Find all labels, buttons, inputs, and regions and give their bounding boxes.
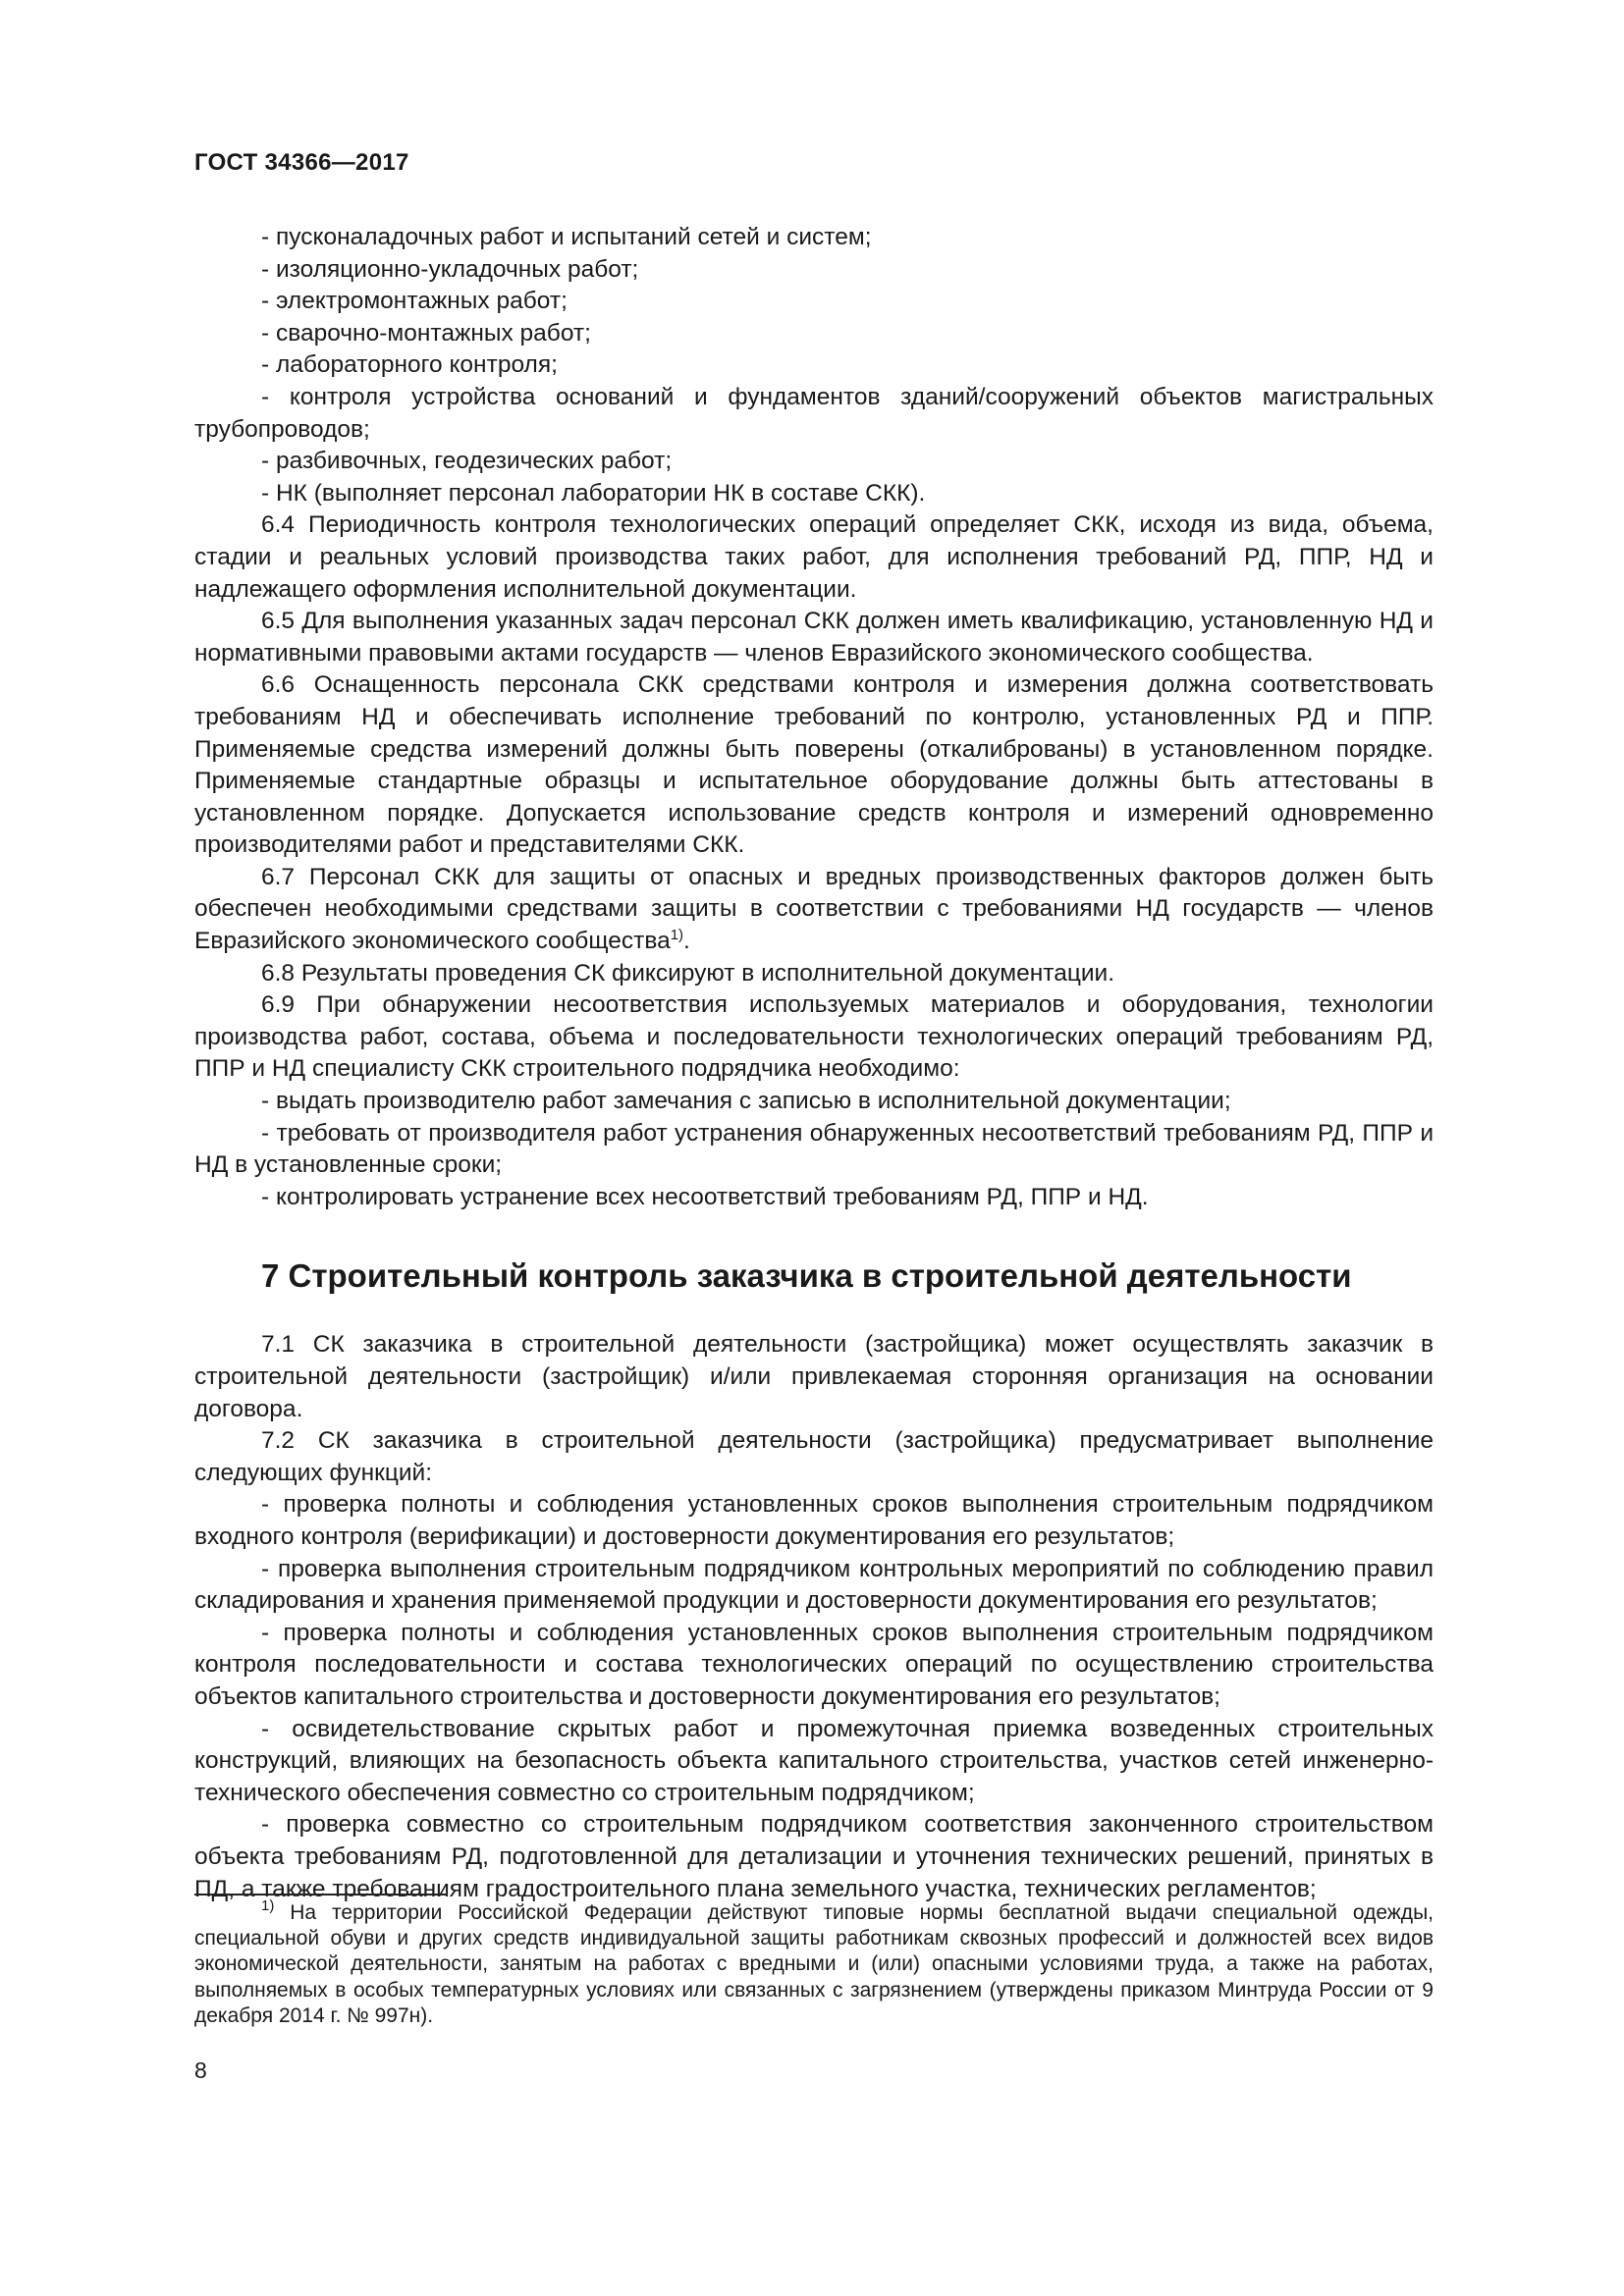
footnote-reference: 1) xyxy=(670,927,684,944)
footnote-text: На территории Российской Федерации действуют типовые нормы бесплатной выдачи специальной одежды, специальной обуви и других средств индивидуальной защиты работникам сквозных профессий и должностей всех видов экономической деятельности, занятым на работах с вредными и (или) опасными условиями труда, а также на работах, выполняемых в особых температурных условиях или связанных с загрязнением (утверждены приказом Минтруда России от 9 декабря 2014 г. № 997н). xyxy=(194,1901,1434,2027)
list-item: - изоляционно-укладочных работ; xyxy=(261,255,639,283)
list-item: - проверка выполнения строительным подрядчиком контрольных мероприятий по соблюдению правил складирования и хранения применяемой продукции и достоверности документирования его результатов; xyxy=(194,1555,1434,1615)
footnote-mark: 1) xyxy=(261,1897,275,1914)
footnote-1 xyxy=(194,1897,1434,2029)
clause-6-8: 6.8 Результаты проведения СК фиксируют в исполнительной документации. xyxy=(261,959,1115,987)
clause-7-2: 7.2 СК заказчика в строительной деятельности (застройщика) предусматривает выполнение следующих функций: xyxy=(194,1427,1434,1486)
list-item: - требовать от производителя работ устранения обнаруженных несоответствий требованиям РД, ППР и НД в установленные сроки; xyxy=(194,1119,1434,1179)
clause-6-7-text: 6.7 Персонал СКК для защиты от опасных и вредных производственных факторов должен быть обеспечен необходимыми средствами защиты в соответствии с требованиями НД государств — членов Евразийского экономического сообщества xyxy=(194,863,1434,955)
list-item: - сварочно-монтажных работ; xyxy=(261,319,591,347)
clause-6-4: 6.4 Периодичность контроля технологических операций определяет СКК, исходя из вида, объема, стадии и реальных условий производства таких работ, для исполнения требований РД, ППР, НД и надлежащего оформления исполнительной документации. xyxy=(194,511,1434,603)
document-body xyxy=(194,222,1434,1905)
list-item: - проверка совместно со строительным подрядчиком соответствия законченного строительством объекта требованиям РД, подготовленной для детализации и уточнения технических решений, принятых в ПД, а также требованиям градостроительного плана земельного участка, технических регламентов; xyxy=(194,1811,1434,1902)
list-item: - выдать производителю работ замечания с записью в исполнительной документации; xyxy=(261,1088,1231,1115)
page-number: 8 xyxy=(194,2057,207,2083)
section-7-heading: 7 Строительный контроль заказчика в строительной деятельности xyxy=(261,1257,1352,1295)
clause-6-6: 6.6 Оснащенность персонала СКК средствами контроля и измерения должна соответствовать требованиям НД и обеспечивать исполнение требований по контролю, установленных РД и ППР. Применяемые средства измерений должны быть поверены (откалиброваны) в установленном порядке. Применяемые стандартные образцы и испытательное оборудование должны быть аттестованы в установленном порядке. Допускается использование средств контроля и измерений одновременно производителями работ и представителями СКК. xyxy=(194,671,1434,859)
list-item: - освидетельствование скрытых работ и промежуточная приемка возведенных строительных конструкций, влияющих на безопасность объекта капитального строительства, участков сетей инженерно-технического обеспечения совместно со строительным подрядчиком; xyxy=(194,1715,1434,1806)
list-item: - контролировать устранение всех несоответствий требованиям РД, ППР и НД. xyxy=(261,1183,1149,1210)
footnotes xyxy=(194,1897,1434,2029)
list-item: - лабораторного контроля; xyxy=(261,351,558,379)
clause-6-5: 6.5 Для выполнения указанных задач персонал СКК должен иметь квалификацию, установленную НД и нормативными правовыми актами государств — членов Евразийского экономического сообщества. xyxy=(194,608,1434,667)
list-item: - контроля устройства оснований и фундаментов зданий/сооружений объектов магистральных трубопроводов; xyxy=(194,383,1434,443)
clause-6-9: 6.9 При обнаружении несоответствия используемых материалов и оборудования, технологии производства работ, состава, объема и последовательности технологических операций требованиям РД, ППР и НД специалисту СКК строительного подрядчика необходимо: xyxy=(194,991,1434,1083)
list-item: - НК (выполняет персонал лаборатории НК в составе СКК). xyxy=(261,479,926,507)
clause-6-7 xyxy=(194,862,1434,958)
list-item: - пусконаладочных работ и испытаний сетей и систем; xyxy=(261,224,872,250)
list-item: - электромонтажных работ; xyxy=(261,288,568,315)
document-header: ГОСТ 34366—2017 xyxy=(194,149,409,176)
footnote-divider xyxy=(194,1894,448,1896)
list-item: - проверка полноты и соблюдения установленных сроков выполнения строительным подрядчиком входного контроля (верификации) и достоверности документирования его результатов; xyxy=(194,1491,1434,1550)
clause-6-7-end: . xyxy=(683,928,690,955)
clause-7-1: 7.1 СК заказчика в строительной деятельности (застройщика) может осуществлять заказчик в строительной деятельности (застройщик) и/или привлекаемая сторонняя организация на основании договора. xyxy=(194,1331,1434,1422)
list-item: - разбивочных, геодезических работ; xyxy=(261,448,673,475)
list-item: - проверка полноты и соблюдения установленных сроков выполнения строительным подрядчиком контроля последовательности и состава технологических операций по осуществлению строительства объектов капитального строительства и достоверности документирования его результатов; xyxy=(194,1619,1434,1710)
